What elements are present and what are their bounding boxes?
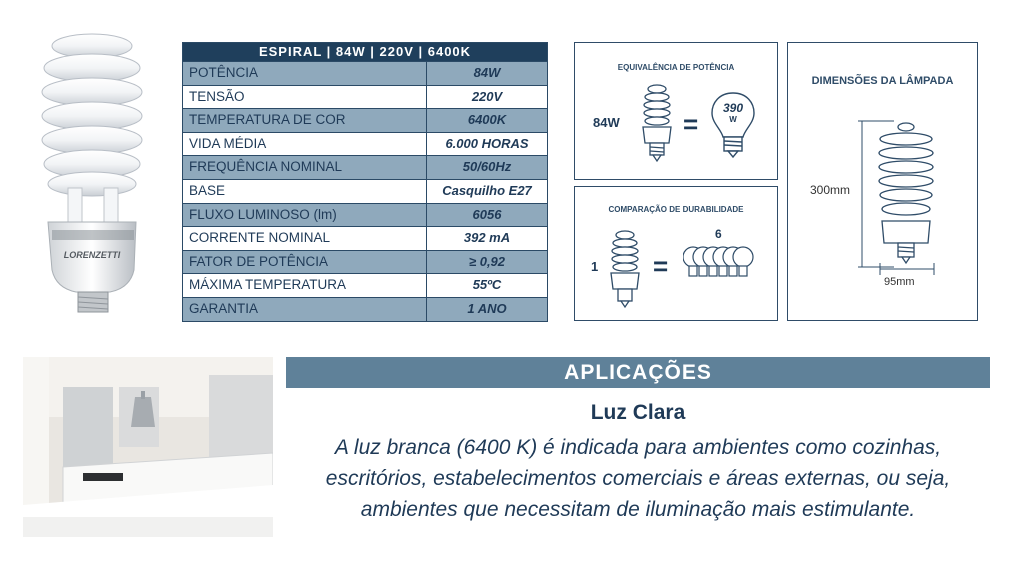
bulb-group-icon <box>683 243 755 293</box>
durability-left-count: 1 <box>591 259 599 274</box>
width-dimension: 95mm <box>884 276 915 288</box>
spec-table-header: ESPIRAL | 84W | 220V | 6400K <box>183 43 547 61</box>
dimension-drawing <box>854 117 944 297</box>
spec-value: 1 ANO <box>467 300 507 316</box>
equals-sign: = <box>653 251 669 281</box>
spec-row <box>183 226 547 250</box>
spec-row <box>183 250 547 274</box>
spec-label: BASE <box>183 180 427 203</box>
equivalence-watt-label: 84W <box>593 115 620 130</box>
spec-value: 220V <box>471 88 503 104</box>
durability-title: COMPARAÇÃO DE DURABILIDADE <box>608 205 744 214</box>
durability-right-count: 6 <box>715 227 722 241</box>
spec-value: 6.000 HORAS <box>445 135 529 151</box>
spec-value: Casquilho E27 <box>442 182 532 198</box>
spiral-lamp-icon <box>605 227 645 313</box>
spec-row <box>183 85 547 109</box>
spec-label: GARANTIA <box>183 298 427 321</box>
spec-row <box>183 203 547 227</box>
spec-value: ≥ 0,92 <box>468 253 506 269</box>
spec-row <box>183 179 547 203</box>
spec-label: POTÊNCIA <box>183 62 427 85</box>
spiral-lamp-icon <box>637 81 677 171</box>
equivalence-box <box>574 42 778 180</box>
spec-label: FLUXO LUMINOSO (lm) <box>183 204 427 227</box>
spec-label: VIDA MÉDIA <box>183 133 427 156</box>
equivalence-title: EQUIVALÊNCIA DE POTÊNCIA <box>617 63 735 72</box>
spec-row <box>183 297 547 321</box>
spec-value: 6056 <box>472 206 502 222</box>
spec-row <box>183 273 547 297</box>
spec-value: 55ºC <box>472 277 502 293</box>
equals-sign: = <box>683 109 699 139</box>
product-image <box>30 30 160 315</box>
dimensions-box <box>787 42 978 321</box>
applications-header: APLICAÇÕES <box>286 357 990 388</box>
spec-row <box>183 61 547 85</box>
applications-description: A luz branca (6400 K) é indicada para ambientes como cozinhas, escritórios, estabelecimentos comerciais e áreas externas, ou seja, ambientes que necessitam de iluminação mais estimulante. <box>325 436 951 521</box>
spec-row <box>183 155 547 179</box>
spec-row <box>183 108 547 132</box>
spec-table <box>182 42 548 322</box>
bulb-watt-value: 390 <box>722 101 744 115</box>
spec-label: FATOR DE POTÊNCIA <box>183 251 427 274</box>
spec-value: 50/60Hz <box>462 159 512 175</box>
spec-label: CORRENTE NOMINAL <box>183 227 427 250</box>
durability-box <box>574 186 778 321</box>
dimensions-title: DIMENSÕES DA LÂMPADA <box>811 75 954 87</box>
height-dimension: 300mm <box>810 183 851 197</box>
spec-value: 392 mA <box>463 230 511 246</box>
spec-table-body <box>183 61 547 321</box>
spec-label: TENSÃO <box>183 86 427 109</box>
spec-label: TEMPERATURA DE COR <box>183 109 427 132</box>
spec-value: 6400K <box>467 112 507 128</box>
bulb-watt-unit: W <box>729 115 737 124</box>
spec-label: FREQUÊNCIA NOMINAL <box>183 156 427 179</box>
brand-logo: LORENZETTI <box>63 250 121 260</box>
spec-value: 84W <box>473 65 501 80</box>
spec-label: MÁXIMA TEMPERATURA <box>183 274 427 297</box>
kitchen-photo <box>23 357 273 537</box>
applications-title: Luz Clara <box>590 401 686 424</box>
spec-row <box>183 132 547 156</box>
